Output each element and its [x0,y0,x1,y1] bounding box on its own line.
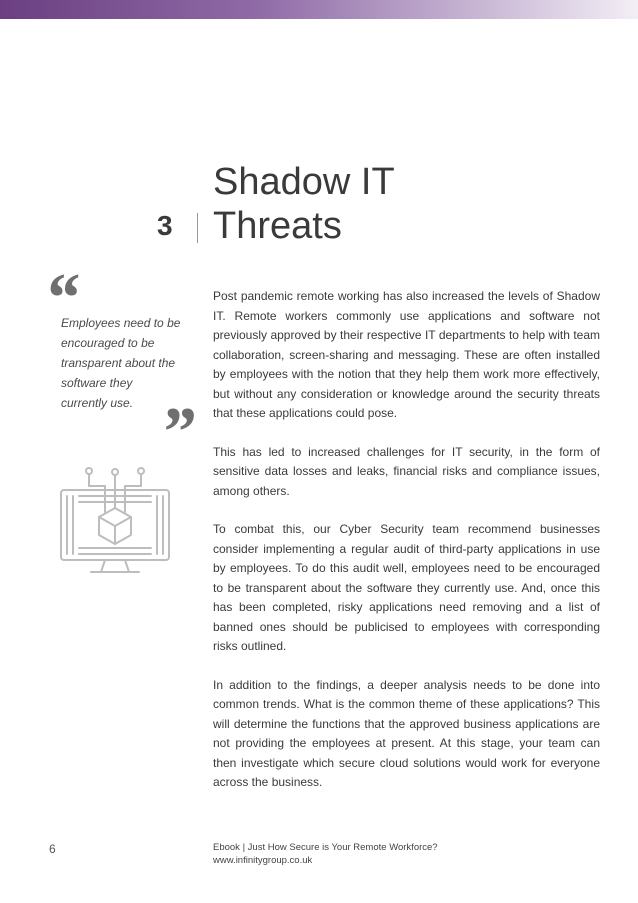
footer-title: Ebook | Just How Secure is Your Remote Workforce? [213,842,438,853]
page-number: 6 [49,842,56,856]
chapter-title-line-2: Threats [213,205,342,247]
body-paragraph-1: Post pandemic remote working has also increased the levels of Shadow IT. Remote workers commonly use applications and software not previously approved by their respective IT departments to help with team collaboration, screen-sharing and messaging. These are often installed by employees with the notion that they help them work more effectively, but without any consideration or knowledge around the security threats that these applications could pose. [213,289,600,420]
body-paragraph-2: This has led to increased challenges for IT security, in the form of sensitive data losses and leaks, financial risks and compliance issues, among others. [213,444,600,498]
pull-quote: Employees need to be encouraged to be transparent about the software they currently use. [61,316,181,410]
quote-close-mark: ” [160,394,195,471]
chapter-title-line-1: Shadow IT [213,161,395,203]
chapter-divider [197,213,198,243]
footer [213,841,438,867]
quote-open-mark: “ [44,260,79,337]
monitor-cube-circuit-icon [55,462,175,582]
header-accent-bar [0,0,638,19]
body-paragraph-4: In addition to the findings, a deeper analysis needs to be done into common trends. What is the common theme of these applications? This will determine the functions that the approved business applications are not providing the employees at present. At this stage, your team can then investigate which secure cloud solutions would work for everyone across the business. [213,677,600,789]
chapter-title [213,160,395,248]
chapter-number: 3 [157,210,173,241]
body-text [213,287,600,812]
body-paragraph-3: To combat this, our Cyber Security team recommend businesses consider implementing a regular audit of third-party applications in use by employees. To do this audit well, employees need to be encouraged to be transparent about the software they currently use. And, once this has been completed, risky applications need removing and a list of banned ones should be publicised to employees with corresponding risks outlined. [213,522,600,653]
footer-url[interactable]: www.infinitygroup.co.uk [213,855,313,866]
